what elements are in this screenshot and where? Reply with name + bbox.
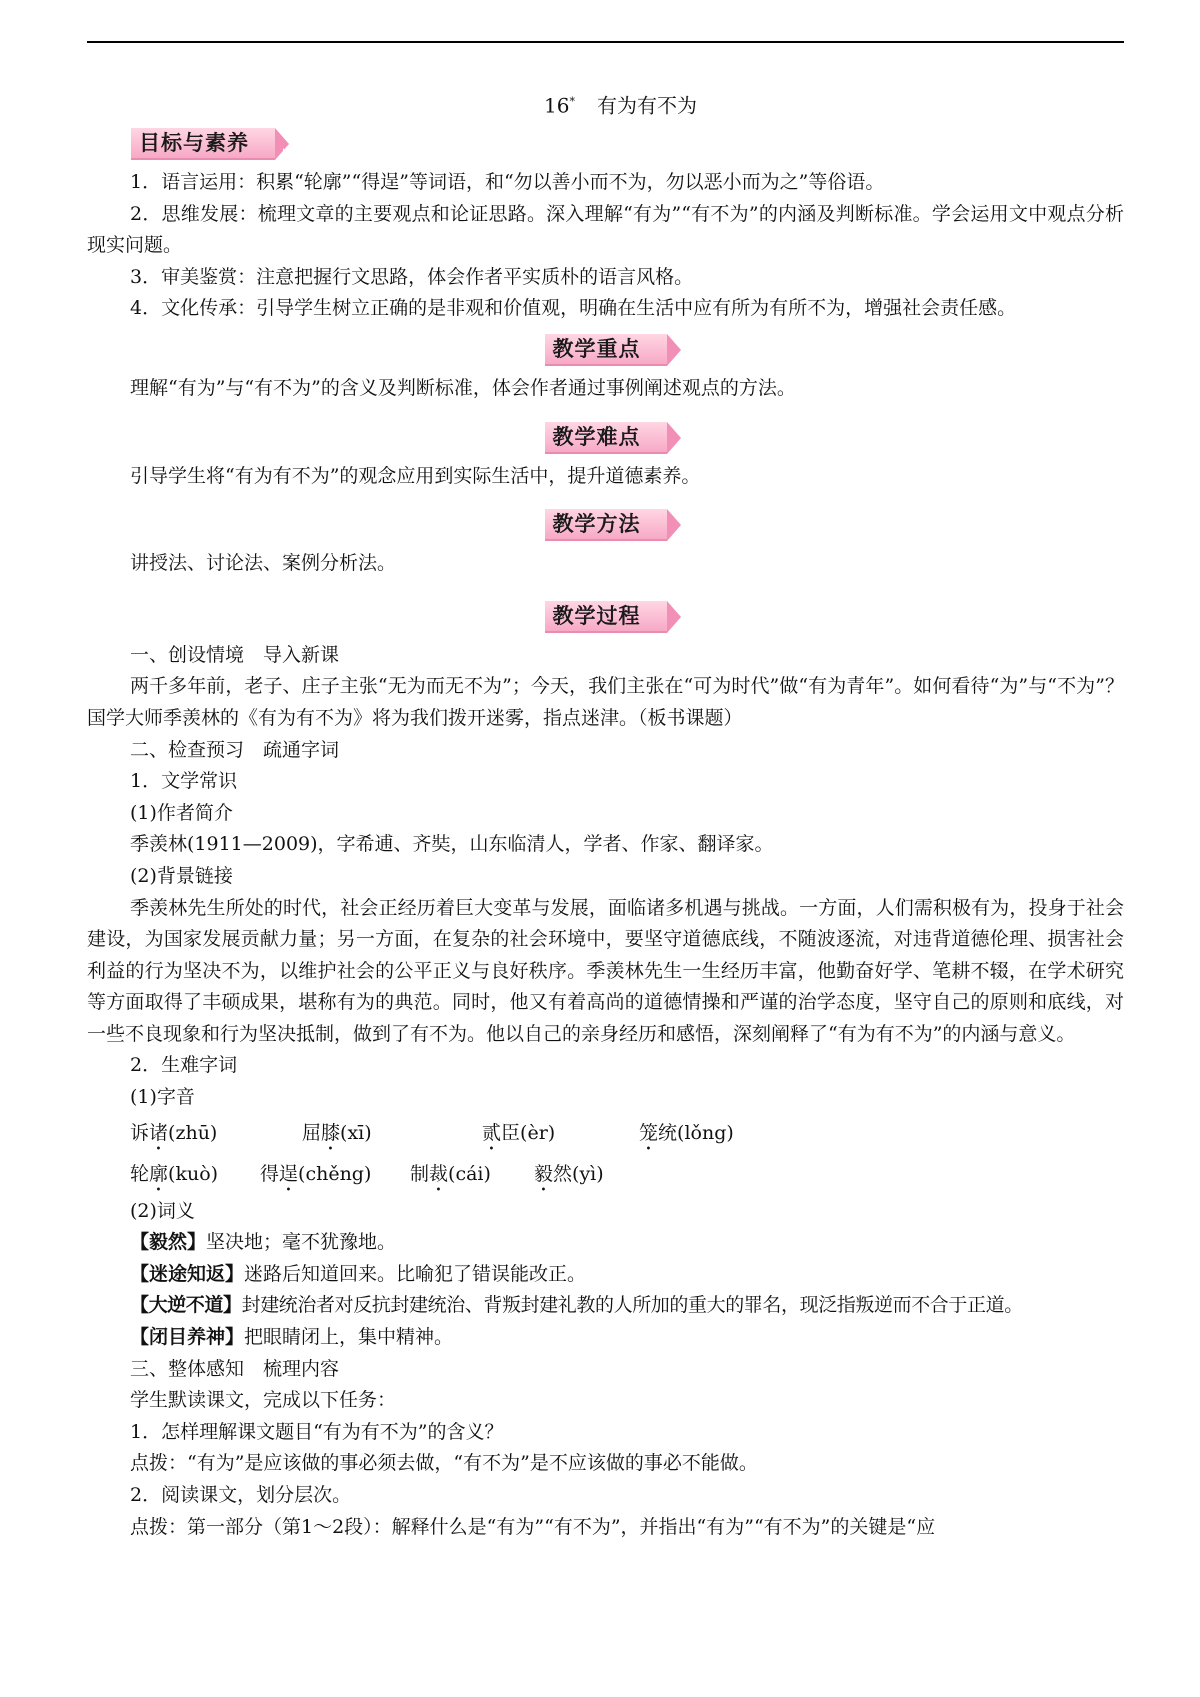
answer-2: 点拨：第一部分（第1～2段）：解释什么是“有为”“有不为”，并指出“有为”“有不为”的关键是“应	[130, 1515, 936, 1538]
page-content	[87, 85, 1124, 1543]
task-intro: 学生默读课文，完成以下任务：	[130, 1389, 397, 1412]
pinyin-item: 屈膝(xī)	[302, 1121, 372, 1144]
top-rule	[87, 41, 1124, 43]
difficulty-banner	[545, 422, 667, 452]
key-banner	[545, 334, 667, 364]
pinyin-item: 笼统(lǒng)	[639, 1121, 734, 1144]
pinyin-item: 轮廓(kuò)	[130, 1162, 219, 1185]
process-banner-label: 教学过程	[545, 601, 667, 633]
banner-arrow-icon	[667, 334, 681, 366]
key-text: 理解“有为”与“有不为”的含义及判断标准，体会作者通过事例阐述观点的方法。	[130, 376, 796, 399]
question-2: 2．阅读课文，划分层次。	[130, 1484, 352, 1506]
banner-arrow-icon	[667, 601, 681, 633]
method-banner-label: 教学方法	[545, 509, 667, 541]
banner-arrow-icon	[275, 128, 289, 160]
pinyin-row-1	[87, 1114, 1124, 1155]
pronunciation-heading: (1)字音	[130, 1086, 195, 1109]
goal-item-2: 2．思维发展：梳理文章的主要观点和论证思路。深入理解“有为”“有不为”的内涵及判断标准。学会运用文中观点分析现实问题。	[87, 202, 1124, 257]
term-item: 【大逆不道】封建统治者对反抗封建统治、背叛封建礼教的人所加的重大的罪名，现泛指叛逆而不合于正道。	[130, 1294, 1023, 1317]
key-banner-row	[87, 325, 1124, 373]
lesson-title	[117, 85, 1124, 119]
pinyin-item: 诉诸(zhū)	[130, 1121, 218, 1144]
lit-heading: 1．文学常识	[130, 770, 238, 793]
background-text: 季羡林先生所处的时代，社会正经历着巨大变革与发展，面临诸多机遇与挑战。一方面，人们需积极有为，投身于社会建设，为国家发展贡献力量；另一方面，在复杂的社会环境中，要坚守道德底线，不随波逐流，对违背道德伦理、损害社会利益的行为坚决不为，以维护社会的公平正义与良好秩序。季羡林先生一生经历丰富，他勤奋好学、笔耕不辍，在学术研究等方面取得了丰硕成果，堪称有为的典范。同时，他又有着高尚的道德情操和严谨的治学态度，坚守自己的原则和底线，对一些不良现象和行为坚决抵制，做到了有不为。他以自己的亲身经历和感悟，深刻阐释了“有为有不为”的内涵与意义。	[87, 896, 1124, 1045]
term-item: 【迷途知返】迷路后知道回来。比喻犯了错误能改正。	[130, 1262, 587, 1285]
method-text: 讲授法、讨论法、案例分析法。	[130, 552, 397, 575]
banner-arrow-icon	[667, 509, 681, 541]
lesson-title-text: 有为有不为	[596, 93, 697, 118]
pinyin-item: 得逞(chěng)	[260, 1162, 372, 1185]
goals-banner-label: 目标与素养	[131, 128, 275, 160]
goal-item-1: 1．语言运用：积累“轮廓”“得逞”等词语，和“勿以善小而不为，勿以恶小而为之”等俗语。	[130, 171, 885, 193]
term-item: 【闭目养神】把眼睛闭上，集中精神。	[130, 1326, 454, 1349]
process-banner-row	[87, 592, 1124, 640]
words-heading: 2．生难字词	[130, 1054, 238, 1077]
method-banner	[545, 509, 667, 539]
lesson-mark: *	[569, 95, 575, 108]
pinyin-item: 制裁(cái)	[410, 1162, 491, 1185]
section-heading-2: 二、检查预习 疏通字词	[130, 738, 340, 761]
section-heading-1: 一、创设情境 导入新课	[130, 643, 340, 666]
pinyin-item: 毅然(yì)	[534, 1162, 604, 1185]
section-heading-3: 三、整体感知 梳理内容	[130, 1357, 340, 1380]
author-heading: (1)作者简介	[130, 801, 233, 824]
goal-item-3: 3．审美鉴赏：注意把握行文思路，体会作者平实质朴的语言风格。	[130, 265, 694, 288]
author-text: 季羡林(1911—2009)，字希逋、齐奘，山东临清人，学者、作家、翻译家。	[130, 833, 774, 856]
difficulty-banner-label: 教学难点	[545, 422, 667, 454]
banner-arrow-icon	[667, 422, 681, 454]
difficulty-banner-row	[87, 413, 1124, 461]
goals-banner	[131, 128, 275, 158]
answer-1: 点拨：“有为”是应该做的事必须去做，“有不为”是不应该做的事必不能做。	[130, 1452, 758, 1475]
question-1: 1．怎样理解课文题目“有为有不为”的含义？	[130, 1420, 504, 1443]
intro-text: 两千多年前，老子、庄子主张“无为而无不为”；今天，我们主张在“可为时代”做“有为青年”。如何看待“为”与“不为”？国学大师季羡林的《有为有不为》将为我们拨开迷雾，指点迷津。（板书课题）	[87, 675, 1124, 729]
key-banner-label: 教学重点	[545, 334, 667, 366]
meaning-heading: (2)词义	[130, 1199, 195, 1222]
goals-banner-row	[87, 119, 1124, 167]
pinyin-item: 贰臣(èr)	[482, 1121, 556, 1144]
pinyin-row-2	[87, 1155, 1124, 1196]
background-heading: (2)背景链接	[130, 864, 233, 887]
goal-item-4: 4．文化传承：引导学生树立正确的是非观和价值观，明确在生活中应有所为有所不为，增强社会责任感。	[130, 297, 1017, 320]
term-item: 【毅然】坚决地；毫不犹豫地。	[130, 1231, 397, 1254]
lesson-number: 16	[544, 93, 570, 118]
difficulty-text: 引导学生将“有为有不为”的观念应用到实际生活中，提升道德素养。	[130, 464, 701, 487]
method-banner-row	[87, 500, 1124, 548]
process-banner	[545, 601, 667, 631]
